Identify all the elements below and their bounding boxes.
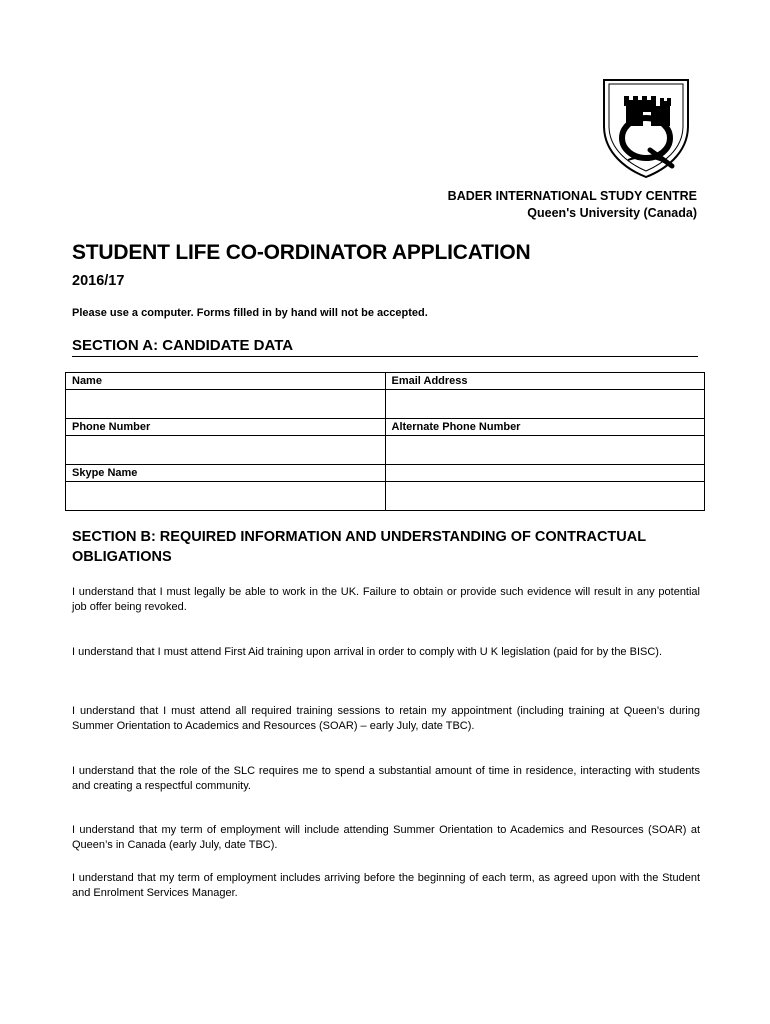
statement-residence: I understand that the role of the SLC requires me to spend a substantial amount of time in residence, interacting with students and creating a respectful community. [72,765,700,792]
phone-field[interactable] [66,436,386,465]
statement-training: I understand that I must attend all required training sessions to retain my appointment (including training at Queen’s during Summer Orientation to Academics and Resources (SOAR) – early July, date TBC). [72,705,700,732]
email-field[interactable] [385,390,705,419]
academic-year: 2016/17 [72,273,125,289]
alt-phone-field[interactable] [385,436,705,465]
statement-soar: I understand that my term of employment will include attending Summer Orientation to Academics and Resources (SOAR) at Queen’s in Canada (early July, date TBC). [72,824,700,851]
name-field[interactable] [66,390,386,419]
statement-first-aid: I understand that I must attend First Aid training upon arrival in order to comply with U K legislation (paid for by the BISC). [72,646,663,658]
alt-phone-label: Alternate Phone Number [385,419,705,436]
org-line-2: Queen's University (Canada) [527,206,697,220]
extra-field[interactable] [385,482,705,511]
skype-label: Skype Name [66,465,386,482]
university-crest-logo [598,76,694,180]
skype-field[interactable] [66,482,386,511]
org-line-1: BADER INTERNATIONAL STUDY CENTRE [447,189,697,203]
document-title: STUDENT LIFE CO-ORDINATOR APPLICATION [72,241,531,264]
empty-label-cell [385,465,705,482]
organization-name [448,188,697,222]
email-label: Email Address [385,373,705,390]
statement-arrival: I understand that my term of employment includes arriving before the beginning of each term, as agreed upon with the Student and Enrolment Services Manager. [72,872,700,899]
section-a-heading: SECTION A: CANDIDATE DATA [72,337,698,357]
name-label: Name [66,373,386,390]
statement-work-eligibility: I understand that I must legally be able to work in the UK. Failure to obtain or provide such evidence will result in any potential job offer being revoked. [72,586,700,613]
candidate-data-table [65,372,705,511]
phone-label: Phone Number [66,419,386,436]
section-b-heading: SECTION B: REQUIRED INFORMATION AND UNDERSTANDING OF CONTRACTUAL OBLIGATIONS [72,529,646,565]
form-notice: Please use a computer. Forms filled in by hand will not be accepted. [72,307,428,319]
